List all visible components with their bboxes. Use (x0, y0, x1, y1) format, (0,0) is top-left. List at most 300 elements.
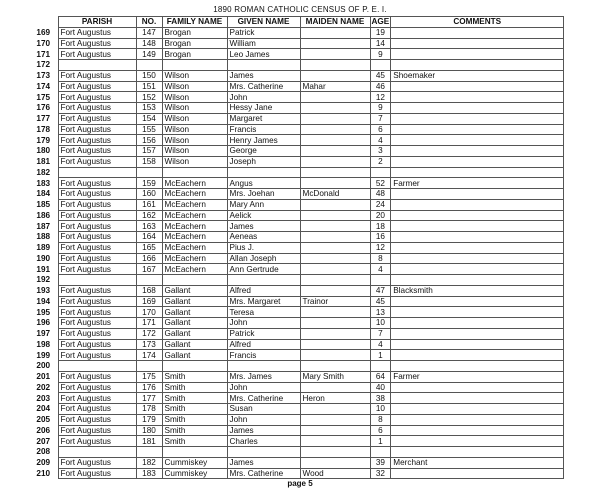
maiden-name-cell (300, 49, 370, 60)
given-name-cell: Joseph (227, 156, 300, 167)
table-row (29, 350, 564, 361)
age-cell: 20 (370, 210, 391, 221)
family-name-cell: Gallant (162, 296, 227, 307)
age-cell: 7 (370, 113, 391, 124)
row-number-cell: 186 (29, 210, 58, 221)
table-row (29, 404, 564, 415)
table-row (29, 199, 564, 210)
age-cell: 10 (370, 318, 391, 329)
family-name-cell (162, 275, 227, 286)
table-row (29, 264, 564, 275)
comments-cell: Blacksmith (391, 285, 564, 296)
comments-cell (391, 275, 564, 286)
family-name-cell: Cummiskey (162, 457, 227, 468)
maiden-name-cell (300, 264, 370, 275)
row-number-cell: 201 (29, 371, 58, 382)
parish-cell: Fort Augustus (58, 393, 136, 404)
parish-cell: Fort Augustus (58, 156, 136, 167)
given-name-cell (227, 275, 300, 286)
family-name-cell: Wilson (162, 124, 227, 135)
given-name-cell: Alfred (227, 339, 300, 350)
age-cell: 6 (370, 124, 391, 135)
table-row (29, 167, 564, 178)
household-number-cell: 177 (136, 393, 162, 404)
household-number-cell: 162 (136, 210, 162, 221)
age-cell: 13 (370, 307, 391, 318)
census-table-body (29, 27, 564, 479)
parish-cell: Fort Augustus (58, 264, 136, 275)
comments-cell (391, 393, 564, 404)
comments-cell (391, 468, 564, 479)
row-number-cell: 200 (29, 361, 58, 372)
comments-cell (391, 242, 564, 253)
household-number-cell: 174 (136, 350, 162, 361)
age-cell: 40 (370, 382, 391, 393)
parish-cell: Fort Augustus (58, 242, 136, 253)
comments-cell (391, 81, 564, 92)
household-number-cell: 153 (136, 103, 162, 114)
row-number-cell: 180 (29, 146, 58, 157)
family-name-cell: Gallant (162, 328, 227, 339)
comments-cell (391, 210, 564, 221)
household-number-cell: 158 (136, 156, 162, 167)
given-name-cell: Mrs. James (227, 371, 300, 382)
parish-cell: Fort Augustus (58, 81, 136, 92)
given-name-cell: Ann Gertrude (227, 264, 300, 275)
household-number-cell: 176 (136, 382, 162, 393)
table-row (29, 328, 564, 339)
given-name-cell: Henry James (227, 135, 300, 146)
given-name-cell: James (227, 425, 300, 436)
family-name-cell (162, 361, 227, 372)
household-number-cell (136, 447, 162, 458)
age-cell: 8 (370, 414, 391, 425)
header-maiden-name: MAIDEN NAME (300, 17, 370, 28)
parish-cell (58, 447, 136, 458)
age-cell: 9 (370, 49, 391, 60)
family-name-cell: Gallant (162, 285, 227, 296)
household-number-cell: 148 (136, 38, 162, 49)
household-number-cell (136, 361, 162, 372)
row-number-cell: 183 (29, 178, 58, 189)
maiden-name-cell (300, 307, 370, 318)
household-number-cell: 147 (136, 27, 162, 38)
maiden-name-cell (300, 60, 370, 71)
given-name-cell: Aelick (227, 210, 300, 221)
age-cell: 1 (370, 436, 391, 447)
family-name-cell (162, 60, 227, 71)
table-row (29, 425, 564, 436)
family-name-cell: Smith (162, 404, 227, 415)
parish-cell: Fort Augustus (58, 113, 136, 124)
table-row (29, 81, 564, 92)
parish-cell: Fort Augustus (58, 199, 136, 210)
maiden-name-cell: Heron (300, 393, 370, 404)
given-name-cell: James (227, 457, 300, 468)
maiden-name-cell (300, 242, 370, 253)
parish-cell: Fort Augustus (58, 414, 136, 425)
table-row (29, 468, 564, 479)
table-row (29, 361, 564, 372)
table-row (29, 318, 564, 329)
given-name-cell: Charles (227, 436, 300, 447)
comments-cell (391, 232, 564, 243)
age-cell: 4 (370, 339, 391, 350)
given-name-cell (227, 167, 300, 178)
table-row (29, 414, 564, 425)
given-name-cell: Francis (227, 124, 300, 135)
parish-cell: Fort Augustus (58, 318, 136, 329)
given-name-cell: Mrs. Joehan (227, 189, 300, 200)
comments-cell: Farmer (391, 371, 564, 382)
household-number-cell (136, 60, 162, 71)
comments-cell (391, 253, 564, 264)
table-row (29, 457, 564, 468)
maiden-name-cell (300, 350, 370, 361)
age-cell: 12 (370, 92, 391, 103)
household-number-cell: 178 (136, 404, 162, 415)
comments-cell (391, 447, 564, 458)
given-name-cell: Margaret (227, 113, 300, 124)
parish-cell: Fort Augustus (58, 253, 136, 264)
maiden-name-cell (300, 103, 370, 114)
parish-cell: Fort Augustus (58, 371, 136, 382)
household-number-cell: 170 (136, 307, 162, 318)
table-row (29, 242, 564, 253)
given-name-cell: George (227, 146, 300, 157)
page-number: page 5 (287, 479, 313, 488)
age-cell: 38 (370, 393, 391, 404)
header-family-name: FAMILY NAME (162, 17, 227, 28)
age-cell: 24 (370, 199, 391, 210)
table-row (29, 60, 564, 71)
maiden-name-cell (300, 38, 370, 49)
row-number-cell: 196 (29, 318, 58, 329)
row-number-cell: 169 (29, 27, 58, 38)
row-number-cell: 193 (29, 285, 58, 296)
family-name-cell: McEachern (162, 253, 227, 264)
household-number-cell: 159 (136, 178, 162, 189)
parish-cell (58, 167, 136, 178)
household-number-cell: 179 (136, 414, 162, 425)
row-number-cell: 179 (29, 135, 58, 146)
row-number-cell: 197 (29, 328, 58, 339)
comments-cell (391, 414, 564, 425)
table-row (29, 103, 564, 114)
comments-cell (391, 60, 564, 71)
comments-cell (391, 296, 564, 307)
age-cell (370, 60, 391, 71)
given-name-cell: Angus (227, 178, 300, 189)
given-name-cell: Pius J. (227, 242, 300, 253)
table-row (29, 135, 564, 146)
table-row (29, 92, 564, 103)
header-comments: COMMENTS (391, 17, 564, 28)
row-number-cell: 173 (29, 70, 58, 81)
age-cell: 19 (370, 27, 391, 38)
row-number-cell: 189 (29, 242, 58, 253)
parish-cell: Fort Augustus (58, 436, 136, 447)
maiden-name-cell (300, 339, 370, 350)
household-number-cell: 182 (136, 457, 162, 468)
comments-cell (391, 350, 564, 361)
table-row (29, 393, 564, 404)
age-cell: 45 (370, 296, 391, 307)
table-row (29, 124, 564, 135)
parish-cell (58, 361, 136, 372)
family-name-cell: McEachern (162, 178, 227, 189)
household-number-cell: 181 (136, 436, 162, 447)
household-number-cell: 168 (136, 285, 162, 296)
maiden-name-cell (300, 124, 370, 135)
row-number-cell: 184 (29, 189, 58, 200)
row-number-cell: 198 (29, 339, 58, 350)
parish-cell: Fort Augustus (58, 350, 136, 361)
comments-cell (391, 264, 564, 275)
given-name-cell: John (227, 92, 300, 103)
family-name-cell: Smith (162, 425, 227, 436)
row-number-cell: 172 (29, 60, 58, 71)
comments-cell (391, 307, 564, 318)
given-name-cell: Patrick (227, 27, 300, 38)
parish-cell: Fort Augustus (58, 124, 136, 135)
table-row (29, 146, 564, 157)
given-name-cell: James (227, 221, 300, 232)
row-number-cell: 202 (29, 382, 58, 393)
given-name-cell: Mrs. Margaret (227, 296, 300, 307)
household-number-cell (136, 167, 162, 178)
table-row (29, 285, 564, 296)
age-cell: 9 (370, 103, 391, 114)
household-number-cell: 183 (136, 468, 162, 479)
maiden-name-cell (300, 361, 370, 372)
household-number-cell: 150 (136, 70, 162, 81)
family-name-cell: Wilson (162, 81, 227, 92)
maiden-name-cell (300, 167, 370, 178)
row-number-cell: 203 (29, 393, 58, 404)
family-name-cell: Brogan (162, 38, 227, 49)
parish-cell: Fort Augustus (58, 457, 136, 468)
parish-cell: Fort Augustus (58, 189, 136, 200)
comments-cell (391, 167, 564, 178)
row-number-cell: 194 (29, 296, 58, 307)
given-name-cell (227, 447, 300, 458)
parish-cell: Fort Augustus (58, 425, 136, 436)
table-row (29, 382, 564, 393)
row-number-cell: 190 (29, 253, 58, 264)
given-name-cell: Mrs. Catherine (227, 81, 300, 92)
household-number-cell: 154 (136, 113, 162, 124)
maiden-name-cell (300, 70, 370, 81)
family-name-cell: Wilson (162, 113, 227, 124)
household-number-cell: 155 (136, 124, 162, 135)
row-number-cell: 178 (29, 124, 58, 135)
family-name-cell: Brogan (162, 49, 227, 60)
row-number-cell: 187 (29, 221, 58, 232)
given-name-cell: Alfred (227, 285, 300, 296)
given-name-cell (227, 60, 300, 71)
given-name-cell: Mrs. Catherine (227, 468, 300, 479)
household-number-cell: 163 (136, 221, 162, 232)
given-name-cell: Susan (227, 404, 300, 415)
household-number-cell: 172 (136, 328, 162, 339)
family-name-cell: Smith (162, 371, 227, 382)
parish-cell: Fort Augustus (58, 103, 136, 114)
family-name-cell: McEachern (162, 210, 227, 221)
table-row (29, 221, 564, 232)
parish-cell: Fort Augustus (58, 178, 136, 189)
comments-cell (391, 49, 564, 60)
household-number-cell (136, 275, 162, 286)
maiden-name-cell (300, 318, 370, 329)
given-name-cell: Francis (227, 350, 300, 361)
age-cell: 6 (370, 425, 391, 436)
row-number-cell: 208 (29, 447, 58, 458)
maiden-name-cell (300, 425, 370, 436)
age-cell: 64 (370, 371, 391, 382)
maiden-name-cell: Trainor (300, 296, 370, 307)
table-row (29, 156, 564, 167)
parish-cell: Fort Augustus (58, 339, 136, 350)
maiden-name-cell (300, 92, 370, 103)
maiden-name-cell (300, 382, 370, 393)
family-name-cell: Cummiskey (162, 468, 227, 479)
household-number-cell: 166 (136, 253, 162, 264)
maiden-name-cell (300, 135, 370, 146)
comments-cell (391, 328, 564, 339)
parish-cell: Fort Augustus (58, 468, 136, 479)
household-number-cell: 157 (136, 146, 162, 157)
maiden-name-cell: Wood (300, 468, 370, 479)
family-name-cell: Gallant (162, 307, 227, 318)
census-table (29, 16, 564, 479)
maiden-name-cell (300, 253, 370, 264)
row-number-cell: 205 (29, 414, 58, 425)
parish-cell: Fort Augustus (58, 285, 136, 296)
header-parish: PARISH (58, 17, 136, 28)
age-cell: 18 (370, 221, 391, 232)
parish-cell: Fort Augustus (58, 382, 136, 393)
row-number-cell: 171 (29, 49, 58, 60)
row-number-cell: 199 (29, 350, 58, 361)
maiden-name-cell (300, 156, 370, 167)
maiden-name-cell (300, 404, 370, 415)
family-name-cell: Gallant (162, 350, 227, 361)
given-name-cell: Aeneas (227, 232, 300, 243)
age-cell: 1 (370, 350, 391, 361)
age-cell: 3 (370, 146, 391, 157)
family-name-cell: McEachern (162, 264, 227, 275)
parish-cell: Fort Augustus (58, 296, 136, 307)
given-name-cell: Mrs. Catherine (227, 393, 300, 404)
age-cell: 12 (370, 242, 391, 253)
comments-cell (391, 339, 564, 350)
family-name-cell: Smith (162, 436, 227, 447)
age-cell (370, 167, 391, 178)
parish-cell: Fort Augustus (58, 49, 136, 60)
family-name-cell (162, 447, 227, 458)
maiden-name-cell: Mary Smith (300, 371, 370, 382)
header-row (29, 17, 564, 28)
household-number-cell: 164 (136, 232, 162, 243)
maiden-name-cell (300, 414, 370, 425)
comments-cell (391, 156, 564, 167)
maiden-name-cell (300, 285, 370, 296)
maiden-name-cell (300, 275, 370, 286)
comments-cell: Merchant (391, 457, 564, 468)
table-row (29, 296, 564, 307)
household-number-cell: 165 (136, 242, 162, 253)
given-name-cell: William (227, 38, 300, 49)
family-name-cell (162, 167, 227, 178)
row-number-cell: 185 (29, 199, 58, 210)
age-cell: 48 (370, 189, 391, 200)
parish-cell: Fort Augustus (58, 92, 136, 103)
row-number-cell: 204 (29, 404, 58, 415)
comments-cell (391, 135, 564, 146)
maiden-name-cell (300, 199, 370, 210)
row-number-cell: 188 (29, 232, 58, 243)
maiden-name-cell: McDonald (300, 189, 370, 200)
age-cell: 8 (370, 253, 391, 264)
family-name-cell: Wilson (162, 103, 227, 114)
comments-cell: Farmer (391, 178, 564, 189)
table-row (29, 232, 564, 243)
maiden-name-cell (300, 221, 370, 232)
row-number-cell: 182 (29, 167, 58, 178)
age-cell: 16 (370, 232, 391, 243)
household-number-cell: 152 (136, 92, 162, 103)
family-name-cell: McEachern (162, 242, 227, 253)
family-name-cell: Wilson (162, 156, 227, 167)
given-name-cell: Hessy Jane (227, 103, 300, 114)
family-name-cell: Wilson (162, 70, 227, 81)
household-number-cell: 161 (136, 199, 162, 210)
comments-cell (391, 199, 564, 210)
comments-cell (391, 318, 564, 329)
maiden-name-cell (300, 436, 370, 447)
age-cell: 14 (370, 38, 391, 49)
table-row (29, 436, 564, 447)
comments-cell (391, 382, 564, 393)
age-cell: 46 (370, 81, 391, 92)
maiden-name-cell (300, 27, 370, 38)
parish-cell (58, 60, 136, 71)
given-name-cell: Teresa (227, 307, 300, 318)
family-name-cell: Smith (162, 382, 227, 393)
comments-cell (391, 38, 564, 49)
comments-cell (391, 425, 564, 436)
family-name-cell: Smith (162, 393, 227, 404)
row-number-cell: 207 (29, 436, 58, 447)
age-cell (370, 447, 391, 458)
table-row (29, 49, 564, 60)
age-cell (370, 361, 391, 372)
age-cell: 39 (370, 457, 391, 468)
parish-cell: Fort Augustus (58, 146, 136, 157)
given-name-cell (227, 361, 300, 372)
table-row (29, 275, 564, 286)
table-row (29, 339, 564, 350)
age-cell: 47 (370, 285, 391, 296)
parish-cell: Fort Augustus (58, 27, 136, 38)
maiden-name-cell (300, 113, 370, 124)
table-row (29, 189, 564, 200)
parish-cell: Fort Augustus (58, 70, 136, 81)
comments-cell (391, 221, 564, 232)
table-row (29, 447, 564, 458)
family-name-cell: McEachern (162, 199, 227, 210)
